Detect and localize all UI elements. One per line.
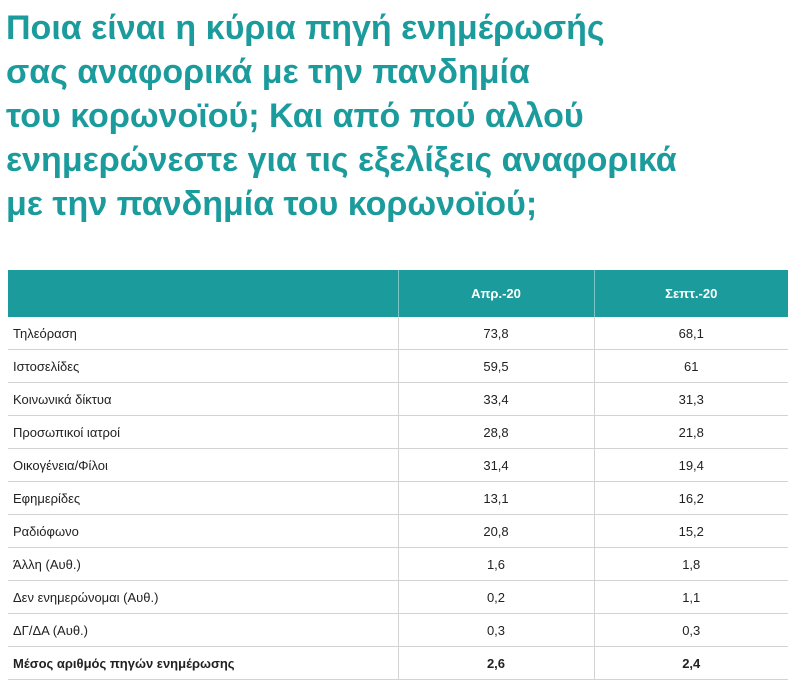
value-sept-20: 21,8: [594, 416, 788, 449]
title-line: με την πανδημία του κορωνοϊού;: [6, 185, 538, 223]
table-row: [8, 548, 788, 581]
header-apr-20: Απρ.-20: [398, 270, 594, 317]
value-sept-20: 15,2: [594, 515, 788, 548]
row-label: Εφημερίδες: [8, 482, 398, 515]
row-label: Τηλεόραση: [8, 317, 398, 350]
title-line: του κορωνοϊού; Και από πού αλλού: [6, 97, 584, 135]
table-row: [8, 416, 788, 449]
value-sept-20: 1,1: [594, 581, 788, 614]
table-total-row: [8, 647, 788, 680]
total-value-apr-20: 2,6: [398, 647, 594, 680]
value-apr-20: 20,8: [398, 515, 594, 548]
header-sept-20: Σεπτ.-20: [594, 270, 788, 317]
value-sept-20: 19,4: [594, 449, 788, 482]
page-title: [6, 6, 796, 226]
value-sept-20: 61: [594, 350, 788, 383]
information-sources-table: [8, 270, 788, 680]
row-label: Προσωπικοί ιατροί: [8, 416, 398, 449]
value-apr-20: 0,3: [398, 614, 594, 647]
value-apr-20: 73,8: [398, 317, 594, 350]
table-row: [8, 614, 788, 647]
table-row: [8, 317, 788, 350]
title-line: σας αναφορικά με την πανδημία: [6, 53, 530, 91]
title-line: ενημερώνεστε για τις εξελίξεις αναφορικά: [6, 141, 677, 179]
table-row: [8, 515, 788, 548]
total-row-label: Μέσος αριθμός πηγών ενημέρωσης: [8, 647, 398, 680]
value-sept-20: 1,8: [594, 548, 788, 581]
value-apr-20: 1,6: [398, 548, 594, 581]
table-row: [8, 383, 788, 416]
row-label: Κοινωνικά δίκτυα: [8, 383, 398, 416]
value-apr-20: 33,4: [398, 383, 594, 416]
row-label: Δεν ενημερώνομαι (Αυθ.): [8, 581, 398, 614]
value-apr-20: 13,1: [398, 482, 594, 515]
header-label-cell: [8, 270, 398, 317]
table-row: [8, 581, 788, 614]
row-label: ΔΓ/ΔΑ (Αυθ.): [8, 614, 398, 647]
row-label: Άλλη (Αυθ.): [8, 548, 398, 581]
row-label: Οικογένεια/Φίλοι: [8, 449, 398, 482]
value-apr-20: 0,2: [398, 581, 594, 614]
table-header-row: [8, 270, 788, 317]
value-apr-20: 28,8: [398, 416, 594, 449]
table-body: [8, 317, 788, 680]
value-sept-20: 0,3: [594, 614, 788, 647]
total-value-sept-20: 2,4: [594, 647, 788, 680]
value-sept-20: 16,2: [594, 482, 788, 515]
value-apr-20: 31,4: [398, 449, 594, 482]
value-apr-20: 59,5: [398, 350, 594, 383]
row-label: Ραδιόφωνο: [8, 515, 398, 548]
table-row: [8, 350, 788, 383]
table-row: [8, 449, 788, 482]
table-row: [8, 482, 788, 515]
title-line: Ποια είναι η κύρια πηγή ενημέρωσής: [6, 9, 605, 47]
value-sept-20: 31,3: [594, 383, 788, 416]
row-label: Ιστοσελίδες: [8, 350, 398, 383]
value-sept-20: 68,1: [594, 317, 788, 350]
